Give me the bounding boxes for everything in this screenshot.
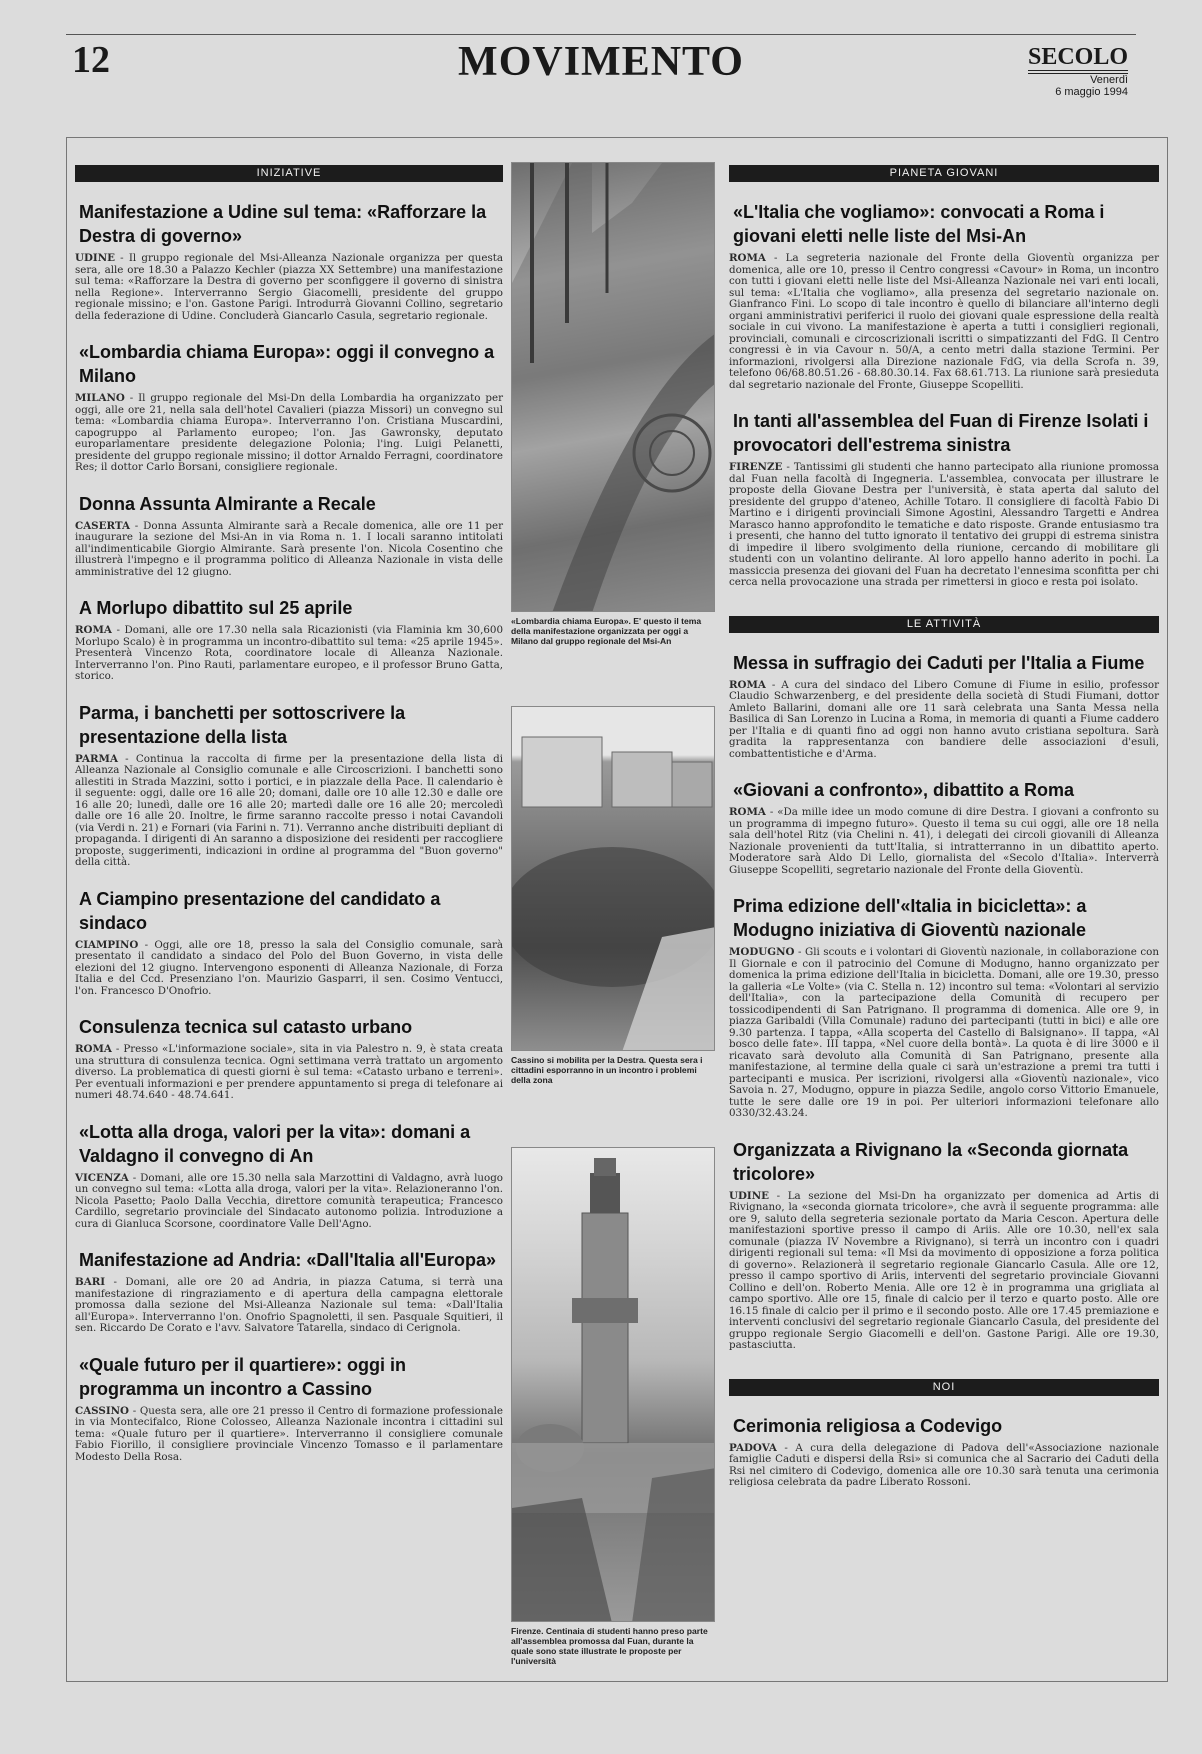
cathedral-illustration (512, 163, 715, 612)
article-headline: In tanti all'assemblea del Fuan di Firenze Isolati i provocatori dell'estrema sinistra (733, 411, 1149, 455)
article-body (729, 807, 1159, 876)
article-text: - Gli scouts e i volontari di Gioventù nazionale, in collaborazione con Il Giornale e con il patrocinio del Comune di Modugno, hanno organizzato per domenica la prima edizione dell'Italia in bicicletta. Domani, alle ore 19.30, presso la galleria «Le Volte» (via C. Stella n. 12) incontro sul tema: «Volontari al servizio dell'Italia», con la partecipazione della Comunità di recupero per tossicodipendenti di San Patrignano. Il programma di domenica. Alle ore 9, in piazza Garibaldi (Villa Comunale) raduno dei partecipanti (tutti in bici) e alle ore 9.30 partenza. I tappa, «Alla scoperta del Castello di Balsignano». II tappa, «Al bosco delle fate». III tappa, «Nel cuore della bontà». La quota è di lire 3000 e il ricavato sarà devoluto alla Comunità di San Patrignano, presente alla manifestazione, al termine della quale ci sarà un'estrazione a premi tra tutti i partecipanti e musica. Per iscrizioni, rivolgersi alla «Gioventù nazionale», vico Savoia n. 27, Modugno, oppure in piazza Sedile, angolo corso Vittorio Emanuele, tutte le sere dalle ore 19 in poi. Per ulteriori informazioni telefonare allo 0330/32.43.24. (729, 946, 1159, 1119)
article-dateline: ROMA (75, 624, 112, 636)
article (75, 701, 503, 869)
article-dateline: FIRENZE (729, 461, 783, 473)
top-rule (66, 34, 1136, 35)
article-text: - La sezione del Msi-Dn ha organizzato per domenica ad Artis di Rivignano, la «seconda giornata tricolore», che avrà il seguente programma: alle ore 9, saluto della segreteria sezionale portato da Maria Cescon. Apertura delle manifestazioni sportive presso il campo di Ariis. Alle ore 10.30, nell'ex sala comunale (piazza IV Novembre a Rivignano), si terrà un incontro con i quadri dirigenti regionali sul tema: «Il Msi da movimento di opposizione a forza politica di governo». Relazionerà il segretario regionale Giancarlo Casula. Alle ore 12, presso il campo sportivo di Ariis, interventi del segretario provinciale Giovanni Collino e dell'on. Roberto Menia. Alle ore 12 è in programma una grigliata al campo sportivo. Alle ore 15, finale di calcio per il terzo e quarto posto. Alle ore 16.15 finale di calcio per il primo e il secondo posto. Alle ore 17.45 premiazione e interventi conclusivi del segretario regionale Giancarlo Casula, del presidente del gruppo regionale Sergio Giacomelli e dell'on. Gastone Parigi. Alle ore 19.30, pastasciutta. (729, 1189, 1159, 1351)
section-band-le-attivita: LE ATTIVITÀ (729, 616, 1159, 633)
article (729, 894, 1159, 1120)
article (75, 1120, 503, 1231)
article-dateline: BARI (75, 1276, 106, 1288)
article (75, 887, 503, 998)
issue-day: Venerdì (1090, 74, 1128, 86)
article-headline: A Morlupo dibattito sul 25 aprile (79, 598, 353, 618)
article-dateline: UDINE (729, 1189, 769, 1202)
article-dateline: CASSINO (75, 1404, 130, 1417)
photo-column (511, 162, 715, 1666)
article-text: - Domani, alle ore 20 ad Andria, in piazza Catuma, si terrà una manifestazione di ringraziamento e di apertura della campagna elettorale promossa dalla sezione del Msi-Alleanza Nazionale sul tema: «Dall'Italia all'Europa». Interverranno l'on. Onofrio Spagnoletti, il sen. Pasquale Squitieri, il sen. Riccardo De Corato e l'avv. Salvatore Tatarella, sindaco di Cerignola. (75, 1276, 503, 1334)
photo-caption-cassino: Cassino si mobilita per la Destra. Questa sera i cittadini esporranno in un incontro i problemi della zona (511, 1055, 703, 1085)
article-text: - A cura della delegazione di Padova dell'«Associazione nazionale famiglie Caduti e dispersi della Rsi» si comunica che al Sacrario dei Caduti della Rsi nel cimitero di Codevigo, domenica alle ore 10.30 sarà tenuta una cerimonia religiosa celebrata da padre Liberato Rossoni. (729, 1441, 1159, 1488)
article-body (75, 521, 503, 579)
article-headline: «Lotta alla droga, valori per la vita»: domani a Valdagno il convegno di An (79, 1121, 471, 1166)
masthead (1028, 44, 1128, 98)
article-text: - Tantissimi gli studenti che hanno partecipato alla riunione promossa dal Fuan nella facoltà di Ingegneria. L'assemblea, convocata per illustrare le proposte della Giovane Destra per l'università, è stata aperta dal saluto del presidente del gruppo d'ateneo, Achille Totaro. Il consigliere di facoltà Fabio Di Martino e i dirigenti provinciali Simone Agostini, Alessandro Targetti e Andrea Marasco hanno approfondito le tematiche e dato risposte. Grande entusiasmo tra i presenti, che hanno del tutto ignorato il tentativo dei gruppi di estrema sinistra di impedire il libero svolgimento della riunione, cercando di mobilitare gli studenti con un volantino delirante. Al loro appello hanno aderito in pochi. La massiccia presenza dei giovani del Fuan ha decretato l'ennesima sconfitta per chi cerca nella provocazione una strada per rimettersi in gioco e resta poi isolato. (729, 461, 1159, 588)
article-text: - «Da mille idee un modo comune di dire Destra. I giovani a confronto su un programma di impegno futuro». Questo il tema su cui oggi, alle ore 18 nella sala dell'hotel Ritz (via Chelini n. 41), i delegati dei circoli giovanili di Alleanza Nazionale provenienti da tutt'Italia, si intratterranno in un dibattito aperto. Moderatore sarà Aldo Di Lello, giornalista del «Secolo d'Italia». Interverrà Giuseppe Scopelliti, segretario nazionale del Fronte della Gioventù. (729, 806, 1159, 876)
article-headline: Organizzata a Rivignano la «Seconda giornata tricolore» (733, 1139, 1129, 1184)
article-headline: «Lombardia chiama Europa»: oggi il convegno a Milano (79, 342, 495, 386)
page-frame (66, 137, 1168, 1682)
article-text: - Domani, alle ore 15.30 nella sala Marzottini di Valdagno, avrà luogo un convegno sul tema: «Lotta alla droga, valori per la vita». Relazioneranno l'on. Nicola Pasetto; Paolo Dalla Vecchia, direttore comunità terapeutica; Francesco Cardillo, segretario provinciale del Sindacato autonomo polizia. Introduzione a cura di Gianluca Scorsone, coordinatore Valle Dell'Agno. (75, 1171, 503, 1230)
article-text: - La segreteria nazionale del Fronte della Gioventù organizza per domenica, alle ore 10, presso il Centro congressi «Cavour» in Roma, un incontro con tutti i giovani eletti nelle liste del Msi-Alleanza Nazionale nei vari enti locali, sul tema: «L'Italia che vogliamo», alla presenza del segretario nazionale on. Gianfranco Fini. Lo scopo di tale incontro è quello di bilanciare all'interno degli organi amministrativi periferici il ruolo dei giovani quale espressione della realtà sociale in cui vivono. La manifestazione è aperta a tutti i consiglieri regionali, provinciali, comunali e circoscrizionali iscritti o simpatizzanti del FdG. Il Centro congressi è in via Cavour n. 50/A, a cento metri dalla stazione Termini. Per informazioni, rivolgersi alla Direzione nazionale FdG, via della Scrofa n. 39, telefono 06/68.80.51.26 - 68.80.30.14. Fax 68.61.713. La riunione sarà presieduta dal segretario nazionale del Fronte, Giuseppe Scopelliti. (729, 252, 1159, 391)
right-column (729, 138, 1159, 1489)
page-number: 12 (72, 39, 110, 81)
article-headline: «L'Italia che vogliamo»: convocati a Roma i giovani eletti nelle liste del Msi-An (733, 202, 1105, 246)
article-dateline: UDINE (75, 252, 115, 264)
article (75, 492, 503, 579)
article-dateline: PADOVA (729, 1441, 777, 1454)
section-band-iniziative: INIZIATIVE (75, 165, 503, 182)
article-text: - Questa sera, alle ore 21 presso il Centro di formazione professionale in via Montecifalco, Rione Colosseo, Alleanza Nazionale incontra i cittadini sul tema: «Quale futuro per il quartiere». Interverranno il consigliere comunale Fabio Fiorillo, il consigliere provinciale Vincenzo Tomasso e il parlamentare Modesto Della Rosa. (75, 1404, 503, 1463)
article (729, 651, 1159, 761)
section-band-pianeta-giovani: PIANETA GIOVANI (729, 165, 1159, 182)
article (729, 200, 1159, 391)
article-headline: «Quale futuro per il quartiere»: oggi in programma un incontro a Cassino (79, 1354, 407, 1399)
article-dateline: CASERTA (75, 519, 130, 532)
article (75, 200, 503, 322)
newspaper-logo: SECOLO (1028, 44, 1128, 74)
article-headline: Manifestazione a Udine sul tema: «Rafforzare la Destra di governo» (79, 202, 487, 246)
cassino-illustration (512, 707, 715, 1051)
section-title: MOVIMENTO (458, 39, 744, 85)
article (729, 409, 1159, 589)
article-headline: «Giovani a confronto», dibattito a Roma (733, 780, 1075, 800)
photo-milan-cathedral (511, 162, 715, 612)
left-column (75, 138, 503, 1463)
article-text: - Continua la raccolta di firme per la presentazione della lista di Alleanza Nazionale al Consiglio comunale e alle Circoscrizioni. I banchetti sono allestiti in Strada Mazzini, sotto i portici, e in piazzale della Pace. Il calendario è il seguente: oggi, dalle ore 16 alle 20; domani, dalle ore 10 alle 12.30 e dalle ore 16 alle 20; lunedì, dalle ore 16 alle 20; martedì dalle ore 16 alle 20; mercoledì dalle ore 16 alle 20. Inoltre, le firme saranno raccolte presso i notai Cavandoli (via Verdi n. 21) e Fornari (via Farini n. 71). Verranno anche distribuiti depliant di propaganda. I dirigenti di An saranno a disposizione dei residenti per raccogliere proposte, suggerimenti, indicazioni in ordine al programma del "Buon governo" della città. (75, 752, 503, 868)
article-body (729, 1191, 1159, 1352)
article-dateline: ROMA (729, 252, 766, 264)
article-body (75, 253, 503, 322)
article-body (75, 1406, 503, 1464)
article (75, 596, 503, 683)
article-dateline: ROMA (729, 806, 766, 818)
article-headline: Prima edizione dell'«Italia in bicicletta»: a Modugno iniziativa di Gioventù nazionale (733, 896, 1087, 940)
photo-caption-florence: Firenze. Centinaia di studenti hanno preso parte all'assemblea promossa dal Fuan, durante la quale sono state illustrate le proposte per l'università (511, 1626, 708, 1666)
article-body (75, 1277, 503, 1335)
article-body (729, 462, 1159, 589)
article-headline: Parma, i banchetti per sottoscrivere la presentazione della lista (79, 702, 406, 747)
article-body (75, 1173, 503, 1231)
article-headline: Cerimonia religiosa a Codevigo (733, 1415, 1003, 1436)
article (75, 1015, 503, 1102)
article-dateline: MILANO (75, 392, 125, 404)
article-body (75, 393, 503, 474)
photo-cassino (511, 706, 715, 1051)
article-text: - Il gruppo regionale del Msi-Dn della Lombardia ha organizzato per oggi, alle ore 21, nella sala dell'hotel Cavalieri (piazza Missori) un convegno sul tema: «Lombardia chiama Europa». Interverranno l'on. Cristiana Muscardini, capogruppo al Parlamento europeo; l'on. Jas Gawronsky, deputato europarlamentare presidente delegazione Polonia; l'ing. Luigi Pelanetti, presidente del gruppo regionale missino; il dottor Arnaldo Ferragni, coordinatore Res; il dottor Carlo Borsani, consigliere regionale. (75, 392, 503, 473)
article-body (75, 625, 503, 683)
article-dateline: CIAMPINO (75, 938, 139, 951)
article-headline: Consulenza tecnica sul catasto urbano (79, 1017, 413, 1037)
article-text: - Oggi, alle ore 18, presso la sala del Consiglio comunale, sarà presentato il candidato a sindaco del Polo del Buon Governo, in vista delle elezioni del 12 giugno. Intervengono esponenti di Alleanza Nazionale, di Forza Italia e del Ccd. Presenziano l'on. Maurizio Gasparri, il sen. Cosimo Ventucci, l'on. Francesco D'Onofrio. (75, 938, 503, 997)
article-dateline: VICENZA (75, 1171, 129, 1184)
article-body (75, 754, 503, 869)
article-body (729, 947, 1159, 1120)
article-dateline: ROMA (75, 1043, 112, 1055)
article-text: - Domani, alle ore 17.30 nella sala Ricazionisti (via Flaminia km 30,600 Morlupo Scalo) è in programma un incontro-dibattito sul tema: «25 aprile 1945». Presenterà Vincenzo Rota, coordinatore locale di Alleanza Nazionale. Interverranno l'on. Pino Rauti, parlamentare europeo, e il professor Bruno Gatta, storico. (75, 624, 503, 682)
article-text: - Donna Assunta Almirante sarà a Recale domenica, alle ore 11 per inaugurare la sezione del Msi-An in via Roma n. 1. I locali saranno intitolati all'indimenticabile Giorgio Almirante. Sarà presente l'on. Nicola Cosentino che illustrerà l'impegno e il programma politico di Alleanza Nazionale in vista delle amministrative del 12 giugno. (75, 519, 503, 578)
issue-date: 6 maggio 1994 (1055, 86, 1128, 98)
section-band-noi: NOI (729, 1379, 1159, 1396)
article-headline: Messa in suffragio dei Caduti per l'Italia a Fiume (733, 652, 1145, 673)
article-body (75, 1044, 503, 1102)
article-body (729, 680, 1159, 761)
article-dateline: PARMA (75, 752, 118, 765)
article (75, 340, 503, 474)
article (729, 778, 1159, 876)
article-dateline: ROMA (729, 678, 766, 691)
article-headline: A Ciampino presentazione del candidato a sindaco (79, 888, 441, 933)
article-text: - A cura del sindaco del Libero Comune di Fiume in esilio, professor Claudio Schwarzenberg, e del presidente della società di Studi Fiumani, dottor Amleto Ballarini, domani alle ore 11 sarà celebrata una Santa Messa nella Basilica di San Lorenzo in Lucina a Roma, in memoria di quanti a Fiume caddero per l'Italia e di quanti fino ad oggi non hanno avuto cristiana sepoltura. Sarà gradita la rappresentanza con bandiere delle associazioni d'esuli, combattentistiche e d'Arma. (729, 678, 1159, 760)
article-body (729, 1443, 1159, 1489)
florence-tower-illustration (512, 1148, 715, 1622)
article-body (729, 253, 1159, 391)
article (729, 1138, 1159, 1352)
photo-florence (511, 1147, 715, 1622)
article-body (75, 940, 503, 998)
article-dateline: MODUGNO (729, 946, 795, 958)
article (729, 1414, 1159, 1489)
article-headline: Manifestazione ad Andria: «Dall'Italia all'Europa» (79, 1250, 496, 1270)
article-headline: Donna Assunta Almirante a Recale (79, 493, 376, 514)
article-text: - Presso «L'informazione sociale», sita in via Palestro n. 9, è stata creata una struttura di consulenza tecnica. Ogni settimana verrà trattato un argomento diverso. La problematica di questi giorni è sul tema: «Catasto urbano e terreni». Per eventuali informazioni e per prendere appuntamento si prega di telefonare ai numeri 48.74.640 - 48.74.641. (75, 1043, 503, 1101)
photo-caption-milan: «Lombardia chiama Europa». E' questo il tema della manifestazione organizzata per oggi a Milano dal gruppo regionale del Msi-An (511, 616, 702, 646)
article-text: - Il gruppo regionale del Msi-Alleanza Nazionale organizza per questa sera, alle ore 18.30 a Palazzo Kechler (piazza XX Settembre) una manifestazione sul tema: «Rafforzare la Destra di governo per sconfiggere il governo di sinistra nella Regione». Interverranno Sergio Giacomelli, presidente del gruppo regionale missino; e l'on. Gastone Parigi. Introdurrà Giovanni Collino, segretario della federazione di Udine. Concluderà Giancarlo Casula, segretario regionale. (75, 252, 503, 322)
article (75, 1353, 503, 1464)
article (75, 1248, 503, 1335)
